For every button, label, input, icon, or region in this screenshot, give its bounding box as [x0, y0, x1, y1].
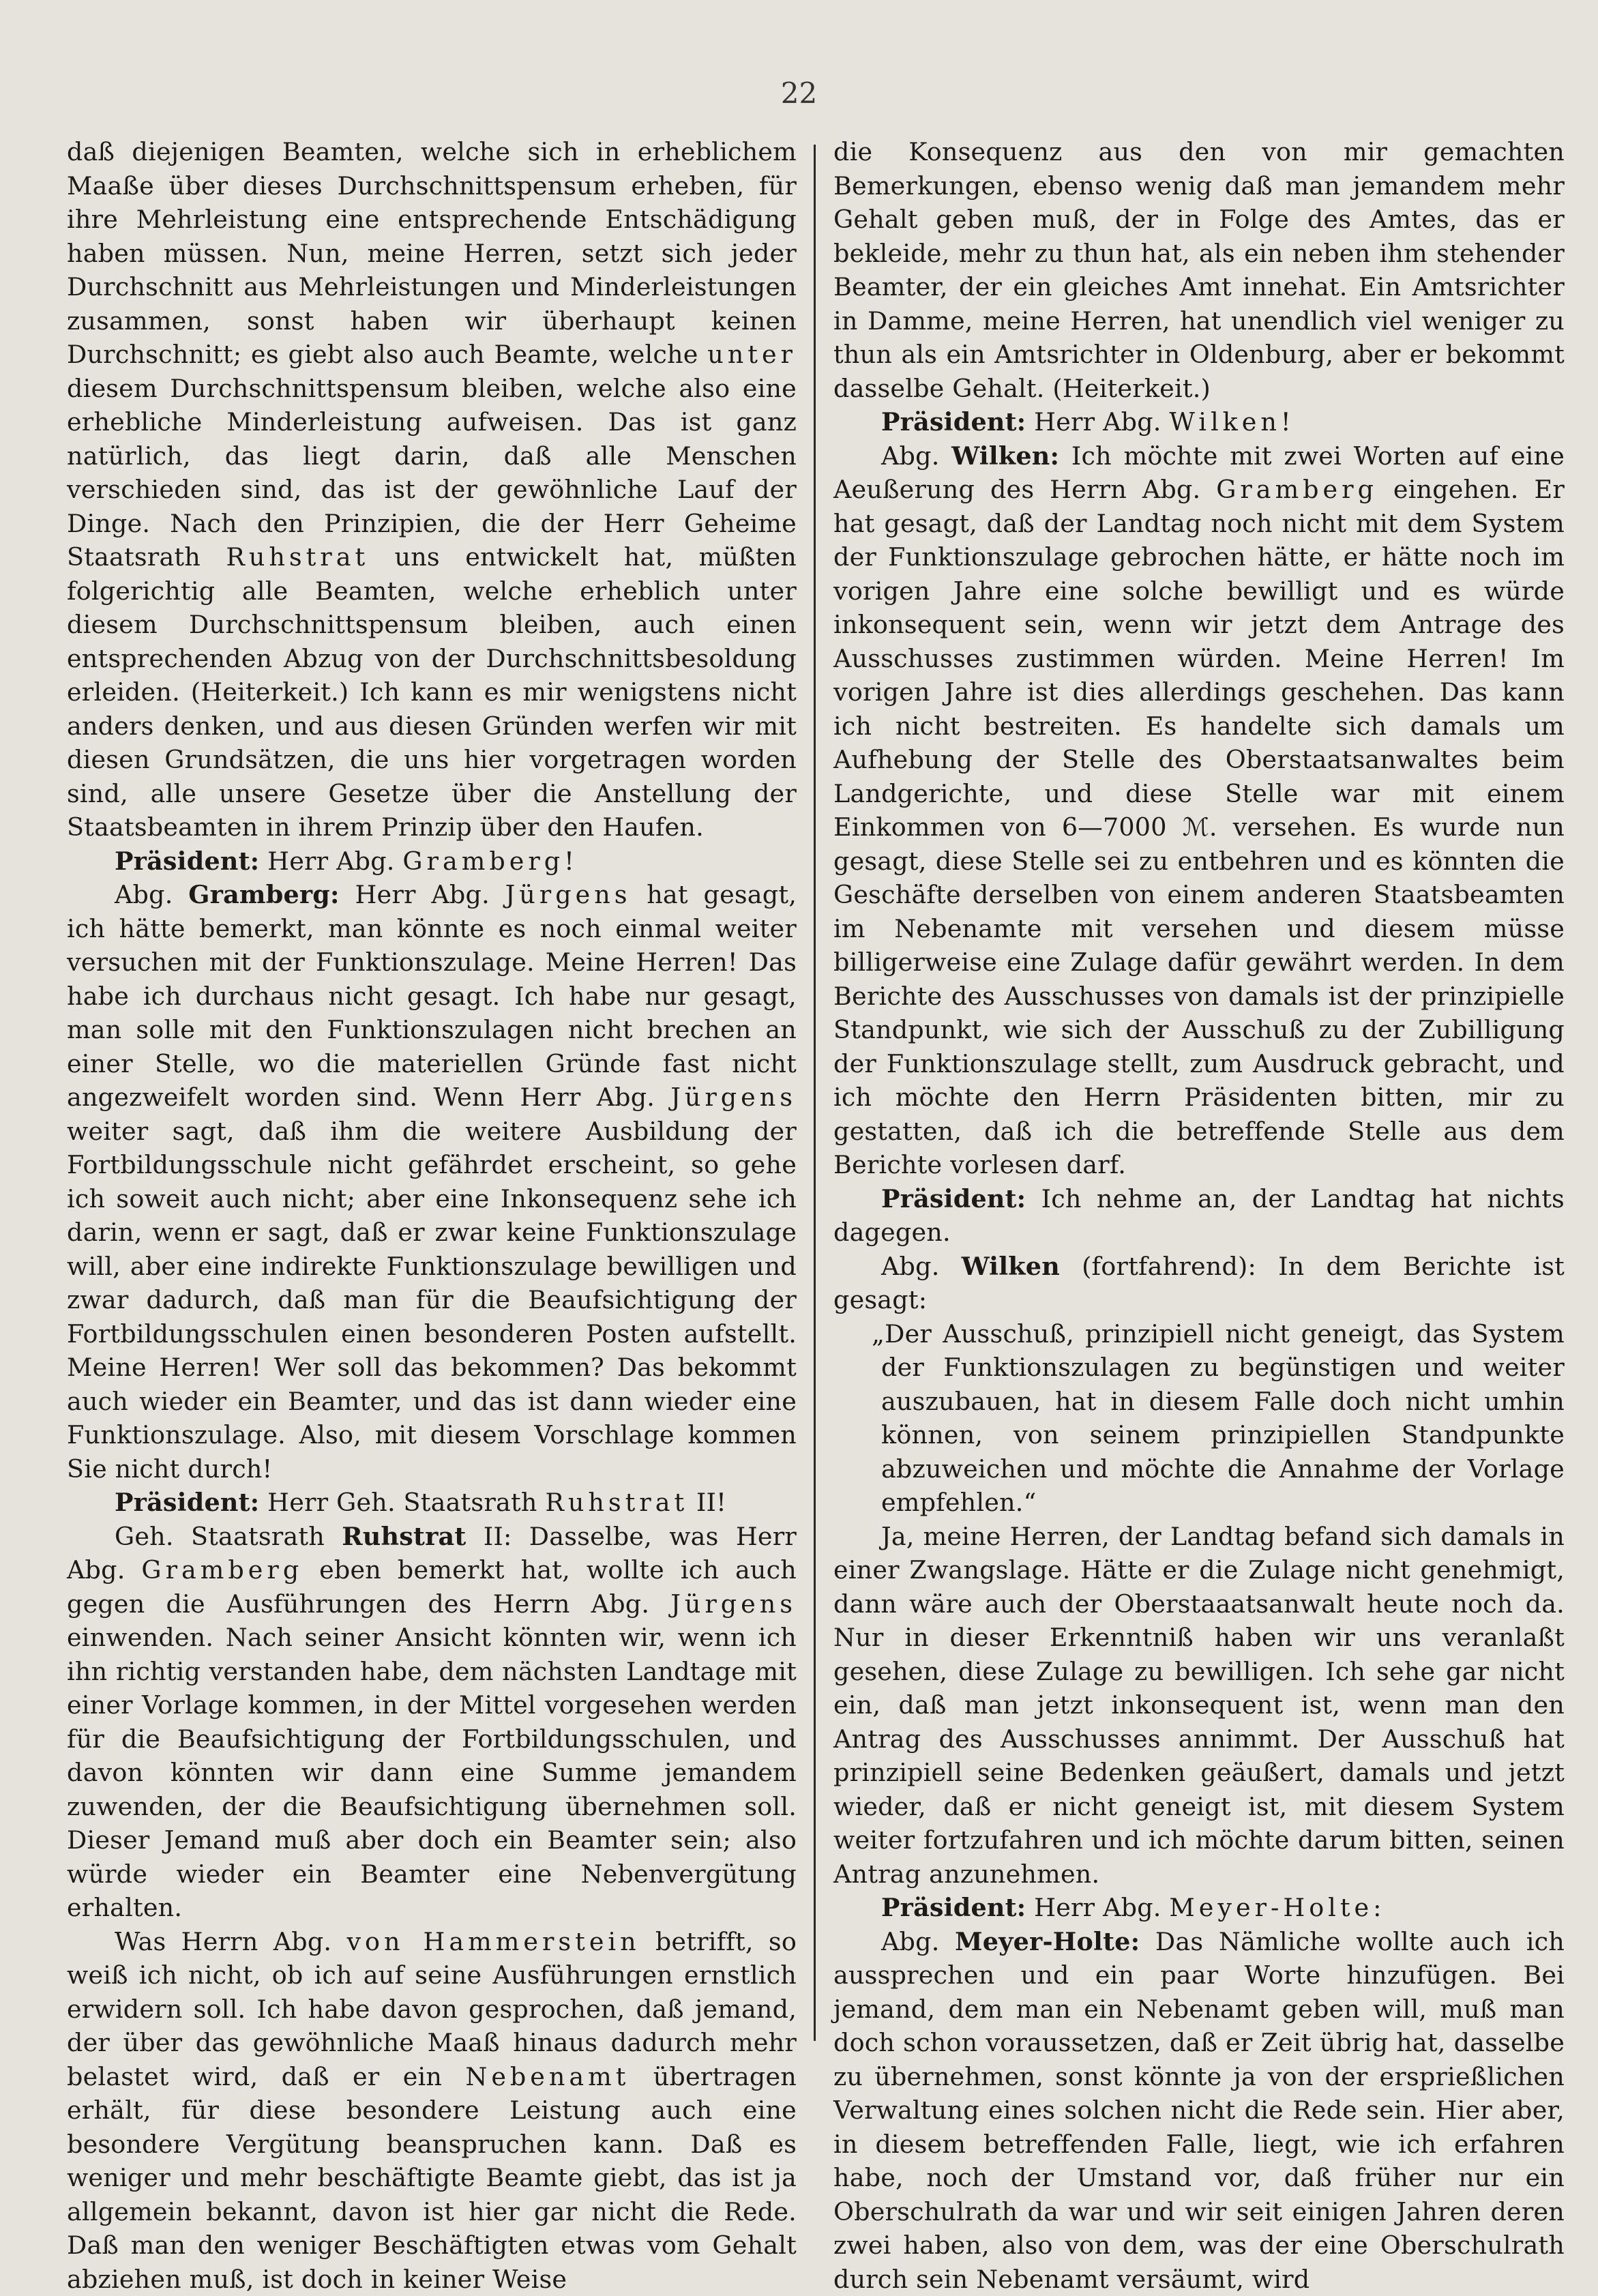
speaker-name: Präsident: [881, 407, 1026, 437]
emphasized-name: Nebenamt [465, 2062, 630, 2091]
speaker-name: Ruhstrat [342, 1522, 466, 1551]
text-run: II! [688, 1488, 726, 1517]
speaker-name: Präsident: [115, 847, 259, 876]
emphasized-name: Wilken [1169, 407, 1280, 437]
text-run: Herr Geh. Staatsrath [259, 1488, 545, 1517]
text-run: : [1373, 1893, 1382, 1922]
speaker-name: Meyer-Holte: [955, 1927, 1140, 1956]
emphasized-name: Ruhstrat [545, 1488, 688, 1517]
text-run: einwenden. Nach seiner Ansicht könnten wir, wenn ich ihn richtig verstanden habe, dem nächsten Landtage mit einer Vorlage kommen, in der Mittel vorgesehen werden für die Beaufsichtigung der Fortbildungsschulen, und davon könnten wir dann eine Summe jemandem zuwenden, der die Beaufsichtigung übernehmen soll. Dieser Jemand muß aber doch ein Beamter sein; also würde wieder ein Beamter eine Nebenvergütung erhalten. [67, 1623, 797, 1922]
speaker-paragraph [833, 1925, 1565, 2296]
speaker-paragraph [67, 844, 797, 879]
text-run: Abg. [881, 1927, 955, 1956]
text-run: Ich nehme an, der Landtag hat nichts dagegen. [833, 1184, 1565, 1248]
right-column [833, 135, 1565, 2296]
text-run: Ja, meine Herren, der Landtag befand sich damals in einer Zwangslage. Hätte er die Zulage nicht genehmigt, dann wäre auch der Oberstaaatsanwalt heute noch da. Nur in dieser Erkenntniß haben wir uns veranlaßt gesehen, diese Zulage zu bewilligen. Ich sehe gar nicht ein, daß man jetzt inkonsequent ist, wenn man den Antrag des Ausschusses annimmt. Der Ausschuß hat prinzipiell seine Bedenken geäußert, damals und jetzt wieder, daß er nicht geneigt ist, mit diesem System weiter fortzufahren und ich möchte darum bitten, seinen Antrag anzunehmen. [833, 1522, 1565, 1889]
text-run: Abg. [881, 1252, 962, 1281]
text-run: Herr Abg. [340, 880, 505, 909]
speaker-paragraph [67, 1520, 797, 1925]
speaker-paragraph [67, 878, 797, 1486]
emphasized-name: Gramberg [402, 847, 564, 876]
text-run: betrifft, so weiß ich nicht, ob ich auf seine Ausführungen ernstlich erwidern soll. Ich habe davon gesprochen, daß jemand, der über das gewöhnliche Maaß hinaus dadurch mehr belastet wird, daß er ein [67, 1927, 797, 2091]
text-run: Ich möchte mit zwei Worten auf eine Aeußerung des Herrn Abg. [833, 441, 1565, 505]
text-run: Herr Abg. [259, 847, 402, 876]
speaker-paragraph [833, 1250, 1565, 1317]
text-run: die Konsequenz aus den von mir gemachten Bemerkungen, ebenso wenig daß man jemandem mehr Gehalt geben muß, der in Folge des Amtes, das er bekleide, mehr zu thun hat, als ein neben ihm stehender Beamter, der ein gleiches Amt innehat. Ein Amtsrichter in Damme, meine Herren, hat unendlich viel weniger zu thun als ein Amtsrichter in Oldenburg, aber er bekommt dasselbe Gehalt. (Heiterkeit.) [833, 137, 1565, 403]
speaker-name: Gramberg: [188, 880, 339, 909]
text-run: daß diejenigen Beamten, welche sich in erheblichem Maaße über dieses Durchschnittspensum erheben, für ihre Mehrleistung eine entsprechende Entschädigung haben müssen. Nun, meine Herren, setzt sich jeder Durchschnitt aus Mehrleistungen und Minderleistungen zusammen, sonst haben wir überhaupt keinen Durchschnitt; es giebt also auch Beamte, welche [67, 137, 797, 369]
speaker-name: Wilken [962, 1252, 1060, 1281]
text-run: II: Dasselbe, was Herr Abg. [67, 1522, 797, 1585]
emphasized-name: Ruhstrat [226, 542, 369, 572]
speaker-name: Präsident: [115, 1488, 259, 1517]
text-run: übertragen erhält, für diese besondere Leistung auch eine besondere Vergütung beanspruchen kann. Daß es weniger und mehr beschäftigte Beamte giebt, das ist ja allgemein bekannt, davon ist hier gar nicht die Rede. Daß man den weniger Beschäftigten etwas vom Gehalt abziehen muß, ist doch in keiner Weise [67, 2062, 797, 2294]
quoted-paragraph [833, 1317, 1565, 1520]
text-run: Abg. [115, 880, 188, 909]
text-run: Das Nämliche wollte auch ich aussprechen und ein paar Worte hinzufügen. Bei jemand, dem man ein Nebenamt geben will, muß man doch schon voraussetzen, daß er Zeit übrig hat, dasselbe zu übernehmen, sonst könnte ja von der ersprießlichen Verwaltung eines solchen nicht die Rede sein. Hier aber, in diesem betreffenden Falle, liegt, wie ich erfahren habe, noch der Umstand vor, daß früher nur ein Oberschulrath da war und wir seit einigen Jahren deren zwei haben, also von dem, was der eine Oberschulrath durch sein Nebenamt versäumt, wird [833, 1927, 1565, 2294]
speaker-name: Präsident: [881, 1893, 1026, 1922]
text-paragraph [67, 135, 797, 844]
emphasized-name: unter [707, 340, 797, 369]
speaker-paragraph [833, 1891, 1565, 1925]
text-run: uns entwickelt hat, müßten folgerichtig alle Beamten, welche erheblich unter diesem Durchschnittspensum bleiben, auch einen entsprechenden Abzug von der Durchschnittsbesoldung erleiden. (Heiterkeit.) Ich kann es mir wenigstens nicht anders denken, und aus diesen Gründen werfen wir mit diesen Grundsätzen, die uns hier vorgetragen worden sind, alle unsere Gesetze über die Anstellung der Staatsbeamten in ihrem Prinzip über den Haufen. [67, 542, 797, 842]
speaker-paragraph [833, 405, 1565, 439]
text-run: Geh. Staatsrath [115, 1522, 342, 1551]
text-run: hat gesagt, ich hätte bemerkt, man könnte es noch einmal weiter versuchen mit der Funktionszulage. Meine Herren! Das habe ich durchaus nicht gesagt. Ich habe nur gesagt, man solle mit den Funktionszulagen nicht brechen an einer Stelle, wo die materiellen Gründe fast nicht angezweifelt worden sind. Wenn Herr Abg. [67, 880, 797, 1112]
text-run: Herr Abg. [1026, 1893, 1169, 1922]
speaker-paragraph [833, 1182, 1565, 1250]
speaker-paragraph [833, 439, 1565, 1182]
text-run: diesem Durchschnittspensum bleiben, welche also eine erhebliche Minderleistung aufweisen. Das ist ganz natürlich, das liegt darin, daß alle Menschen verschieden sind, das ist der gewöhnliche Lauf der Dinge. Nach den Prinzipien, die der Herr Geheime Staatsrath [67, 374, 797, 572]
text-run: Herr Abg. [1026, 407, 1169, 437]
text-run: Was Herrn Abg. [115, 1927, 346, 1956]
text-run: weiter sagt, daß ihm die weitere Ausbildung der Fortbildungsschule nicht gefährdet erscheint, so gehe ich soweit auch nicht; aber eine Inkonsequenz sehe ich darin, wenn er sagt, daß er zwar keine Funktionszulage will, aber eine indirekte Funktionszulage bewilligen und zwar dadurch, daß man für die Beaufsichtigung der Fortbildungsschulen einen besonderen Posten aufstellt. Meine Herren! Wer soll das bekommen? Das bekommt auch wieder ein Beamter, und das ist dann wieder eine Funktionszulage. Also, mit diesem Vorschlage kommen Sie nicht durch! [67, 1117, 797, 1484]
text-run: eingehen. Er hat gesagt, daß der Landtag noch nicht mit dem System der Funktionszulage gebrochen hätte, er hätte noch im vorigen Jahre eine solche bewilligt und es würde inkonsequent sein, wenn wir jetzt dem Antrage des Ausschusses zustimmen würden. Meine Herren! Im vorigen Jahre ist dies allerdings geschehen. Das kann ich nicht bestreiten. Es handelte sich damals um Aufhebung der Stelle des Oberstaatsanwaltes beim Landgerichte, und diese Stelle war mit einem Einkommen von 6—7000 ℳ. versehen. Es wurde nun gesagt, diese Stelle sei zu entbehren und es könnten die Geschäfte derselben von einem anderen Staatsbeamten im Nebenamte mit versehen und diesem müsse billigerweise eine Zulage dafür gewährt werden. In dem Berichte des Ausschusses von damals ist der prinzipielle Standpunkt, wie sich der Ausschuß zu der Zubilligung der Funktionszulage stellt, zum Ausdruck gebracht, und ich möchte den Herrn Präsidenten bitten, mir zu gestatten, daß ich die betreffende Stelle aus dem Berichte vorlesen darf. [833, 475, 1565, 1179]
speaker-name: Präsident: [881, 1184, 1026, 1213]
emphasized-name: von Hammerstein [346, 1927, 640, 1956]
text-paragraph [833, 135, 1565, 405]
emphasized-name: Gramberg [1216, 475, 1378, 504]
emphasized-name: Jürgens [505, 880, 632, 909]
speaker-paragraph [67, 1486, 797, 1520]
column-divider [814, 145, 816, 2041]
text-run: eben bemerkt hat, wollte ich auch gegen die Ausführungen des Herrn Abg. [67, 1555, 797, 1619]
text-run: ! [1281, 407, 1291, 437]
emphasized-name: Jürgens [670, 1083, 797, 1112]
emphasized-name: Meyer-Holte [1169, 1893, 1373, 1922]
emphasized-name: Gramberg [141, 1555, 303, 1585]
text-run: Abg. [881, 441, 951, 471]
text-run: „Der Ausschuß, prinzipiell nicht geneigt, das System der Funktionszulagen zu begünstigen und weiter auszubauen, hat in diesem Falle doch nicht umhin können, von seinem prinzipiellen Standpunkte abzuweichen und möchte die Annahme der Vorlage empfehlen.“ [872, 1319, 1565, 1518]
speaker-name: Wilken: [951, 441, 1059, 471]
emphasized-name: Jürgens [670, 1589, 797, 1619]
page-number: 22 [0, 76, 1598, 110]
text-run: ! [564, 847, 574, 876]
text-paragraph [67, 1925, 797, 2296]
text-paragraph [833, 1520, 1565, 1892]
left-column [67, 135, 797, 2296]
text-run: (fortfahrend): In dem Berichte ist gesagt: [833, 1252, 1565, 1315]
